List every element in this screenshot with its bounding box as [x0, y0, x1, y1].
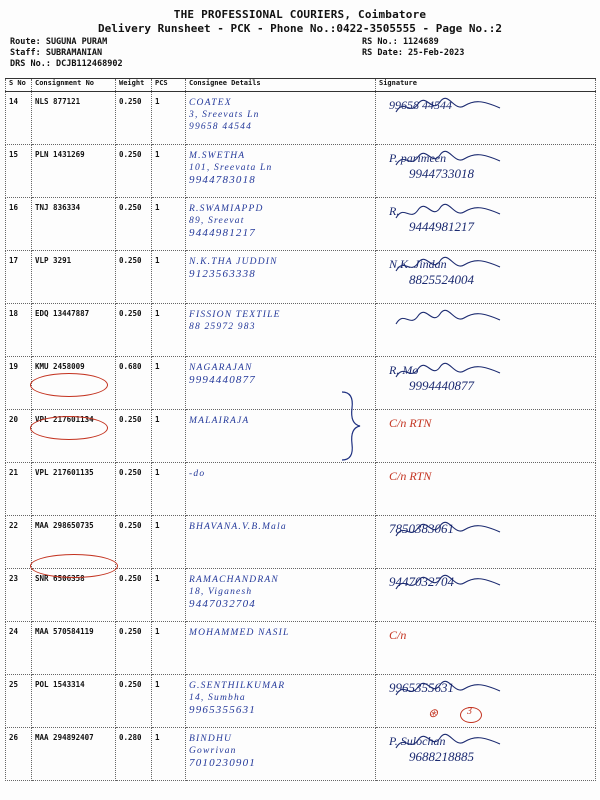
consignee-line: R.SWAMIAPPD	[189, 204, 264, 214]
sno-cell: 19	[6, 357, 32, 410]
weight-cell: 0.250	[116, 92, 152, 145]
signature-line: C/n RTN	[389, 469, 432, 483]
red-circle-mark	[30, 373, 108, 397]
consignee-line: 18, Viganesh	[189, 587, 253, 597]
consignee-cell	[186, 251, 376, 304]
consignee-line: N.K.THA JUDDIN	[189, 257, 278, 267]
sno-cell: 25	[6, 675, 32, 728]
sno-cell: 21	[6, 463, 32, 516]
signature-line: N.K. Jindan	[389, 257, 447, 271]
pcs-cell: 1	[152, 145, 186, 198]
weight-cell: 0.250	[116, 675, 152, 728]
table-row	[6, 92, 596, 145]
consignment-cell: MAA 298650735	[32, 516, 116, 569]
signature-line: R. Mo	[389, 363, 419, 377]
pcs-cell: 1	[152, 410, 186, 463]
signature-cell	[376, 463, 596, 516]
table-row	[6, 463, 596, 516]
signature-cell	[376, 622, 596, 675]
consignee-cell	[186, 516, 376, 569]
pcs-cell: 1	[152, 198, 186, 251]
weight-cell: 0.250	[116, 516, 152, 569]
staff-label: Staff: SUBRAMANIAN	[10, 48, 103, 58]
col-header: Consignee Details	[186, 79, 376, 92]
weight-cell: 0.250	[116, 198, 152, 251]
table-row	[6, 304, 596, 357]
pcs-cell: 1	[152, 516, 186, 569]
col-header: Signature	[376, 79, 596, 92]
consignee-line: 9965355631	[189, 704, 256, 716]
pcs-cell: 1	[152, 251, 186, 304]
signature-cell	[376, 728, 596, 781]
consignee-cell	[186, 622, 376, 675]
signature-cell	[376, 675, 596, 728]
consignment-cell: POL 1543314	[32, 675, 116, 728]
route-label: Route: SUGUNA PURAM	[10, 37, 108, 47]
consignee-line: 9944783018	[189, 174, 256, 186]
consignee-cell	[186, 92, 376, 145]
red-circle-mark	[30, 416, 108, 440]
weight-cell: 0.250	[116, 251, 152, 304]
pcs-cell: 1	[152, 357, 186, 410]
sno-cell: 17	[6, 251, 32, 304]
consignee-line: RAMACHANDRAN	[189, 575, 279, 585]
sno-cell: 22	[6, 516, 32, 569]
sno-cell: 16	[6, 198, 32, 251]
sno-cell: 26	[6, 728, 32, 781]
footer-page-number: 3	[467, 706, 472, 717]
red-circle-mark	[30, 554, 118, 578]
consignee-line: Gowrivan	[189, 746, 237, 756]
consignment-cell: MAA 570584119	[32, 622, 116, 675]
meta-right	[362, 37, 464, 59]
consignee-line: 9123563338	[189, 268, 256, 280]
signature-cell	[376, 145, 596, 198]
weight-cell: 0.250	[116, 622, 152, 675]
table-row	[6, 251, 596, 304]
consignment-cell: VPL 217601134	[32, 410, 116, 463]
weight-cell: 0.280	[116, 728, 152, 781]
footer-mark: ⊛	[428, 706, 439, 720]
document-title: THE PROFESSIONAL COURIERS, Coimbatore	[173, 8, 427, 21]
signature-scribble	[394, 520, 504, 542]
sno-cell: 15	[6, 145, 32, 198]
meta-left	[10, 37, 123, 70]
consignee-cell	[186, 304, 376, 357]
sno-cell: 24	[6, 622, 32, 675]
sno-cell: 14	[6, 92, 32, 145]
col-header: PCS	[152, 79, 186, 92]
consignment-cell: VLP 3291	[32, 251, 116, 304]
consignment-cell: NLS 877121	[32, 92, 116, 145]
drs-label: DRS No.: DCJB112468902	[10, 59, 123, 69]
consignee-line: 9994440877	[189, 374, 256, 386]
signature-scribble	[394, 202, 504, 224]
signature-cell	[376, 92, 596, 145]
consignment-cell: PLN 1431269	[32, 145, 116, 198]
signature-line: C/n	[389, 628, 407, 642]
col-header: Consignment No	[32, 79, 116, 92]
signature-cell	[376, 516, 596, 569]
consignee-cell	[186, 463, 376, 516]
table-row	[6, 145, 596, 198]
signature-scribble	[394, 679, 504, 701]
consignee-line: G.SENTHILKUMAR	[189, 681, 286, 691]
sno-cell: 20	[6, 410, 32, 463]
signature-line: 9444981217	[409, 219, 474, 234]
weight-cell: 0.250	[116, 410, 152, 463]
signature-cell	[376, 198, 596, 251]
consignment-cell: EDQ 13447887	[32, 304, 116, 357]
signature-line: 8825524004	[409, 272, 474, 287]
pcs-cell: 1	[152, 463, 186, 516]
consignee-line: COATEX	[189, 98, 232, 108]
consignee-line: 3, Sreevats Ln	[189, 110, 260, 120]
signature-cell	[376, 304, 596, 357]
consignee-line: 88 25972 983	[189, 322, 256, 332]
consignee-line: BINDHU	[189, 734, 233, 744]
signature-line: C/n RTN	[389, 416, 432, 430]
weight-cell: 0.250	[116, 569, 152, 622]
signature-scribble	[394, 149, 504, 171]
consignee-line: 7010230901	[189, 757, 256, 769]
signature-line: 9965355631	[389, 680, 454, 695]
consignment-cell: MAA 294892407	[32, 728, 116, 781]
weight-cell: 0.250	[116, 463, 152, 516]
consignee-line: 9444981217	[189, 227, 256, 239]
consignee-line: NAGARAJAN	[189, 363, 253, 373]
consignee-cell	[186, 675, 376, 728]
consignment-cell: TNJ 836334	[32, 198, 116, 251]
weight-cell: 0.250	[116, 304, 152, 357]
consignee-line: MOHAMMED NASIL	[189, 628, 290, 638]
rs-no-label: RS No.: 1124689	[362, 37, 439, 47]
signature-cell	[376, 357, 596, 410]
table-row	[6, 198, 596, 251]
signature-scribble	[394, 573, 504, 595]
signature-line: 9994440877	[409, 378, 474, 393]
signature-line: 9944733018	[409, 166, 474, 181]
weight-cell: 0.250	[116, 145, 152, 198]
signature-line: P. Sulochan	[389, 734, 446, 748]
pcs-cell: 1	[152, 728, 186, 781]
sno-cell: 23	[6, 569, 32, 622]
signature-line: P. parimeen	[389, 151, 447, 165]
pcs-cell: 1	[152, 569, 186, 622]
signature-cell	[376, 569, 596, 622]
consignee-cell	[186, 728, 376, 781]
col-header: Weight	[116, 79, 152, 92]
consignment-cell: KMU 2458009	[32, 357, 116, 410]
consignee-cell	[186, 145, 376, 198]
sno-cell: 18	[6, 304, 32, 357]
signature-line: R.	[389, 204, 400, 218]
brace-mark	[338, 390, 368, 462]
consignee-line: 14, Sumbha	[189, 693, 246, 703]
table-row	[6, 728, 596, 781]
table-row	[6, 622, 596, 675]
signature-line: 9688218885	[409, 749, 474, 764]
consignee-cell	[186, 198, 376, 251]
signature-scribble	[394, 361, 504, 383]
signature-scribble	[394, 732, 504, 754]
col-header: S No	[6, 79, 32, 92]
signature-scribble	[394, 308, 504, 330]
signature-line: 9447032704	[389, 574, 454, 589]
signature-scribble	[394, 255, 504, 277]
consignee-line: FISSION TEXTILE	[189, 310, 281, 320]
signature-line: 7850383061	[389, 521, 454, 536]
signature-cell	[376, 410, 596, 463]
table-header-row	[6, 79, 596, 92]
consignee-line: BHAVANA.V.B.Mala	[189, 522, 287, 532]
consignee-line: 9447032704	[189, 598, 256, 610]
signature-scribble	[394, 96, 504, 118]
document-subtitle: Delivery Runsheet - PCK - Phone No.:0422-3505555 - Page No.:2	[98, 22, 502, 35]
consignee-cell	[186, 569, 376, 622]
table-row	[6, 675, 596, 728]
consignment-cell: VPL 217601135	[32, 463, 116, 516]
signature-line: 99658 44544	[389, 98, 452, 112]
pcs-cell: 1	[152, 92, 186, 145]
consignee-line: M.SWETHA	[189, 151, 246, 161]
consignee-line: -do	[189, 469, 206, 479]
signature-cell	[376, 251, 596, 304]
consignee-line: MALAIRAJA	[189, 416, 250, 426]
pcs-cell: 1	[152, 622, 186, 675]
pcs-cell: 1	[152, 304, 186, 357]
rs-date-label: RS Date: 25-Feb-2023	[362, 48, 465, 58]
pcs-cell: 1	[152, 675, 186, 728]
consignee-line: 89, Sreevat	[189, 216, 245, 226]
consignee-line: 99658 44544	[189, 122, 253, 132]
weight-cell: 0.680	[116, 357, 152, 410]
consignment-cell: SNR 6506358	[32, 569, 116, 622]
consignee-line: 101, Sreevata Ln	[189, 163, 273, 173]
